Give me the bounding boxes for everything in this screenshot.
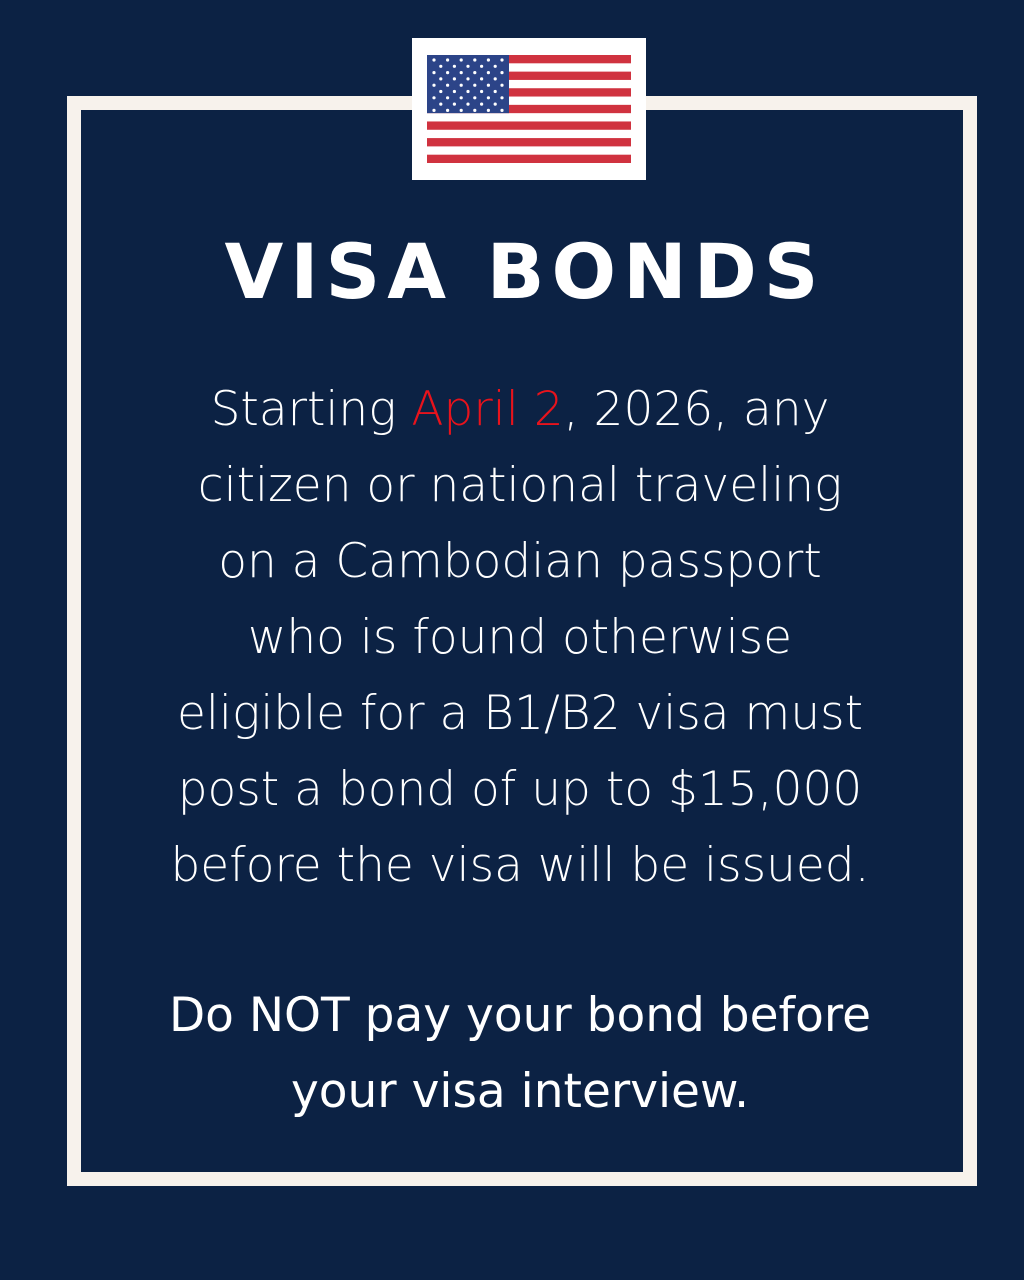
announcement-line-1-end: , 2026, any bbox=[563, 382, 830, 437]
page-title: VISA BONDS bbox=[224, 227, 826, 316]
flag-card bbox=[412, 38, 646, 180]
announcement-text bbox=[80, 372, 960, 904]
announcement-line-3: on a Cambodian passport bbox=[218, 534, 822, 589]
us-flag-icon bbox=[427, 55, 631, 163]
announcement-line-1 bbox=[80, 372, 960, 448]
announcement-line-6: post a bond of up to $15,000 bbox=[177, 762, 863, 817]
announcement-line-7: before the visa will be issued. bbox=[170, 838, 870, 893]
highlighted-date: April 2 bbox=[411, 382, 564, 437]
announcement-line-4: who is found otherwise bbox=[247, 610, 793, 665]
announcement-line-2: citizen or national traveling bbox=[197, 458, 843, 513]
announcement-line-1-start: Starting bbox=[210, 382, 412, 437]
warning-line-2: your visa interview. bbox=[290, 1064, 750, 1119]
warning-text bbox=[60, 978, 980, 1130]
announcement-line-5: eligible for a B1/B2 visa must bbox=[176, 686, 864, 741]
warning-line-1: Do NOT pay your bond before bbox=[168, 988, 872, 1043]
